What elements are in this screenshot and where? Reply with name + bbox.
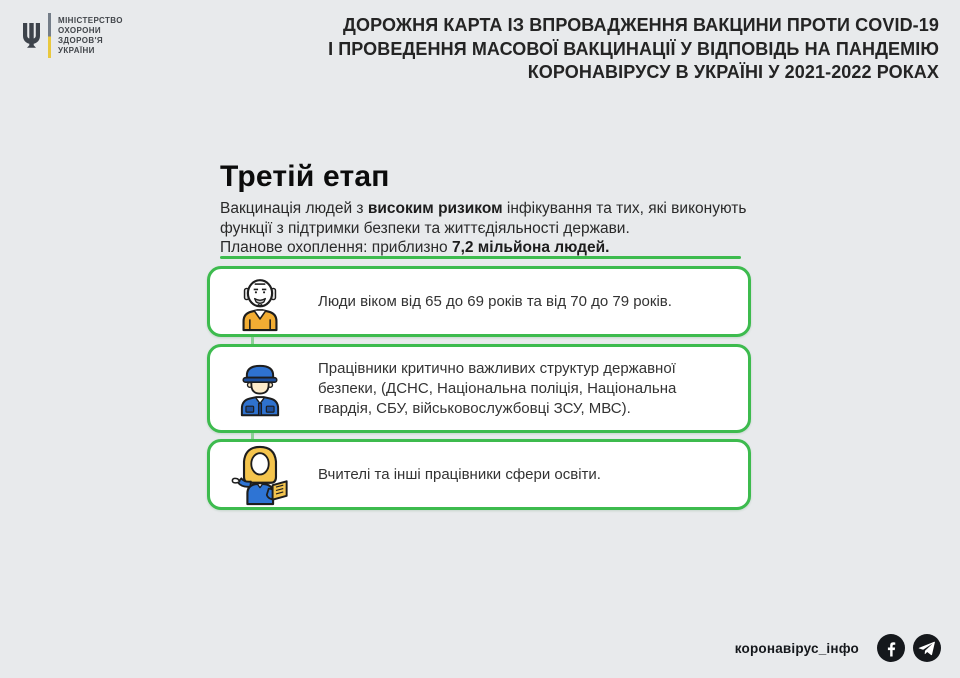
card-text: Вчителі та інші працівники сфери освіти. — [318, 465, 601, 483]
footer — [735, 634, 941, 662]
logo-divider — [48, 13, 51, 58]
title-line-3: КОРОНАВІРУСУ В УКРАЇНІ У 2021-2022 РОКАХ — [527, 62, 939, 82]
teacher-icon — [227, 444, 293, 506]
green-divider-line — [220, 256, 741, 259]
ministry-name — [58, 16, 123, 56]
stage-description — [220, 199, 768, 258]
ministry-line: МІНІСТЕРСТВО — [58, 15, 123, 25]
telegram-icon[interactable] — [913, 634, 941, 662]
title-line-2: І ПРОВЕДЕННЯ МАСОВОЇ ВАКЦИНАЦІЇ У ВІДПОВІДЬ НА ПАНДЕМІЮ — [328, 38, 939, 59]
stage-coverage: Планове охоплення: приблизно 7,2 мільйона людей. — [220, 239, 610, 256]
page-title — [299, 14, 939, 85]
card-text: Працівники критично важливих структур державної безпеки, (ДСНС, Національна поліція, Національна гвардія, СБУ, військовослужбовці ЗСУ, МВС). — [318, 359, 677, 417]
card-text: Люди віком від 65 до 69 років та від 70 до 79 років. — [318, 292, 672, 310]
facebook-icon[interactable] — [877, 634, 905, 662]
card-security-workers — [207, 344, 751, 433]
elderly-person-icon — [227, 272, 293, 332]
police-officer-icon — [227, 359, 293, 419]
social-handle: коронавірус_інфо — [734, 640, 859, 656]
ministry-line: ЗДОРОВ'Я — [58, 35, 104, 45]
moh-logo — [21, 13, 123, 58]
trident-icon — [21, 22, 42, 50]
stage-description-sentence: Вакцинація людей з високим ризиком інфікування та тих, які виконують функції з підтримки безпеки та життєдіяльності держави. — [220, 200, 747, 237]
card-elderly-people — [207, 266, 751, 337]
ministry-line: УКРАЇНИ — [58, 45, 95, 55]
card-teachers — [207, 439, 751, 510]
ministry-line: ОХОРОНИ — [58, 25, 102, 35]
title-line-1: ДОРОЖНЯ КАРТА ІЗ ВПРОВАДЖЕННЯ ВАКЦИНИ ПРОТИ COVID-19 — [343, 15, 939, 35]
stage-heading: Третій етап — [220, 160, 390, 193]
